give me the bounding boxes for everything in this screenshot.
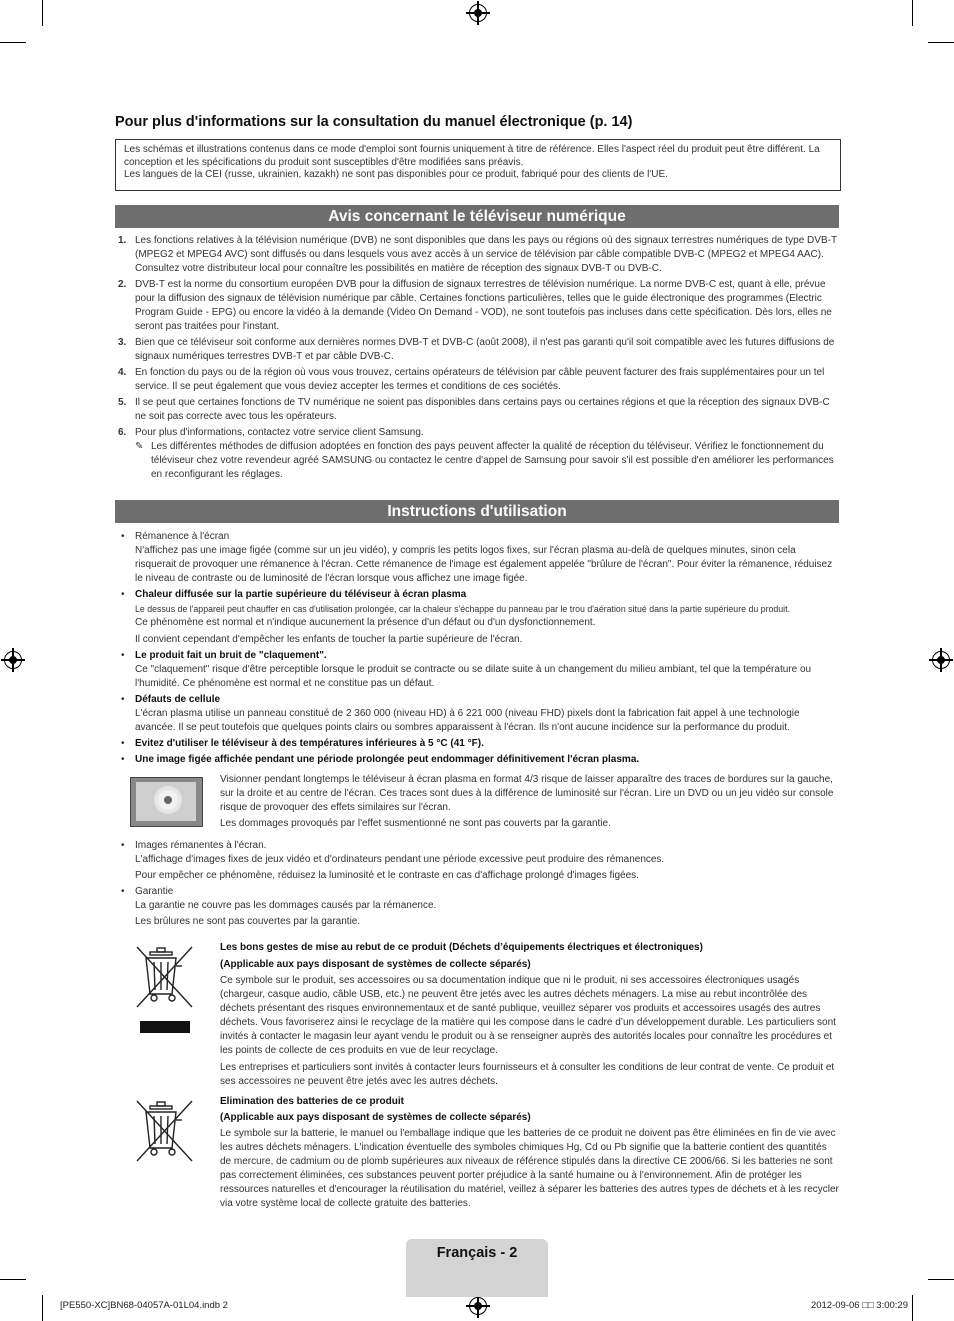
footer-timestamp: 2012-09-06 □□ 3:00:29 [810, 1300, 908, 1311]
crop-mark [42, 1295, 43, 1321]
notice-box [115, 139, 841, 191]
list-item: • Images rémanentes à l'écran. L'affichage d'images fixes de jeux vidéo et d'ordinateurs pendant une période excessive peut produire des rémanences. Pour empêcher ce phénomène, réduisez la luminosité et le contraste en cas d'affichage prolongé d'images figées. [121, 840, 665, 881]
registration-mark-icon [932, 651, 950, 669]
registration-mark-icon [469, 4, 487, 22]
screen-burn-illustration [130, 777, 203, 827]
page-label: Français - 2 [436, 1245, 518, 1261]
crop-mark [0, 42, 26, 43]
page-heading: Pour plus d'informations sur la consultation du manuel électronique (p. 14) [115, 114, 633, 130]
crossed-bin-icon [132, 942, 198, 1034]
list-item: 2. DVB-T est la norme du consortium européen DVB pour la diffusion de signaux terrestres de télévision numérique. La norme DVB-C est, quant à elle, prévue pour la diffusion des signaux de télévision numérique par câble. Certaines fonctions particulières, telles que le guide électronique des programmes (Electric Program Guide - EPG) ou encore la vidéo à la demande (Video On Demand - VOD), ne sont toutefois pas incluses dans cette spécification. Dès lors, elles ne seront pas traitées pour l'instant. [118, 279, 832, 332]
instructions-list [115, 530, 839, 769]
crop-mark [0, 1279, 26, 1280]
section-title-instructions: Instructions d'utilisation [115, 500, 839, 523]
page-number-tab [406, 1239, 548, 1297]
footer-file-info: [PE550-XC]BN68-04057A-01L04.indb 2 [60, 1300, 228, 1311]
registration-mark-icon [4, 651, 22, 669]
list-item: 1. Les fonctions relatives à la télévision numérique (DVB) ne sont disponibles que dans les pays ou régions où des signaux terrestres numériques de type DVB-T (MPEG2 et MPEG4 AVC) sont diffusés ou dans lesquels vous avez accès à un service de télévision par câble compatible DVB-C (MPEG2 et MPEG4 AAC). Consultez votre distributeur local pour connaître les possibilités en matière de réception des signaux DVB-T ou DVB-C. [118, 235, 837, 274]
list-item: 5. Il se peut que certaines fonctions de TV numérique ne soient pas disponibles dans certains pays ou certaines régions et que la réception des signaux DVB-C ne soit pas correcte avec tous les opérateurs. [118, 397, 830, 422]
list-item: • Une image figée affichée pendant une période prolongée peut endommager définitivement l'écran plasma. [121, 754, 640, 765]
crop-mark [912, 0, 913, 26]
list-item: • Le produit fait un bruit de "claquement". Ce "claquement" risque d'être perceptible lorsque le produit se contracte ou se dilate suite à un changement du milieu ambiant, tel que la température ou l'humidité. Ce phénomène est normal et ne constitue pas un défaut. [121, 650, 812, 689]
list-item: 6. Pour plus d'informations, contactez votre service client Samsung. ✎ Les différentes méthodes de diffusion adoptées en fonction des pays peuvent affecter la qualité de réception du téléviseur. Vérifiez le fonctionnement du téléviseur chez votre revendeur agréé SAMSUNG ou contactez le centre d'appel de Samsung pour savoir s'il est possible d'en améliorer les performances en reconfigurant les réglages. [115, 426, 839, 482]
crop-mark [42, 0, 43, 26]
weee-text: Les bons gestes de mise au rebut de ce produit (Déchets d’équipements électriques et électroniques) (Applicable aux pays disposant de systèmes de collecte séparés) Ce symbole sur le produit, ses accessoires ou sa documentation indique que ni le produit, ni ses accessoires électroniques usagés (chargeur, casque audio, câble USB, etc.) ne peuvent être jetés avec les autres déchets ménagers. La mise au rebut incontrôlée des déchets présentant des risques environnementaux et de santé publique, veuillez séparer vos produits et accessoires usagés des autres déchets. Vous favoriserez ainsi le recyclage de la matière qui les compose dans le cadre d’un développement durable. Les particuliers sont invités à contacter le magasin leur ayant vendu le produit ou à se renseigner auprès des autorités locales pour connaître les procédures et les points de collecte de ces produits en vue de leur recyclage. Les entreprises et particuliers sont invités à contacter leurs fournisseurs et à consulter les conditions de leur contrat de vente. Ce produit et ses accessoires ne peuvent être jetés avec les autres déchets. [220, 942, 836, 1087]
crop-mark [928, 1279, 954, 1280]
crossed-battery-bin-icon [132, 1096, 198, 1166]
section-title-digital-tv: Avis concernant le téléviseur numérique [115, 205, 839, 228]
note: ✎ Les différentes méthodes de diffusion adoptées en fonction des pays peuvent affecter la qualité de réception du téléviseur. Vérifiez le fonctionnement du téléviseur chez votre revendeur agréé SAMSUNG ou contactez le centre d'appel de Samsung pour savoir s'il est possible d'en améliorer les performances en reconfigurant les réglages. [135, 441, 834, 480]
notice-text: Les langues de la CEI (russe, ukrainien, kazakh) ne sont pas disponibles pour ce produit, fabriqué pour des clients de l'UE. [124, 169, 668, 180]
list-item: • Défauts de cellule L'écran plasma utilise un panneau constitué de 2 360 000 (niveau HD) à 6 221 000 (niveau FHD) pixels dont la fabrication fait appel à une technologie avancée. Il se peut toutefois que quelques points clairs ou sombres apparaissent à l'écran. Ils n'ont aucune incidence sur la performance du produit. [121, 694, 800, 733]
list-item: 3. Bien que ce téléviseur soit conforme aux dernières normes DVB-T et DVB-C (août 2008), il n'est pas garanti qu'il soit compatible avec les futures diffusions de signaux numériques terrestres DVB-T et par câble DVB-C. [118, 337, 835, 362]
list-item: • Chaleur diffusée sur la partie supérieure du téléviseur à écran plasma Le dessus de l'appareil peut chauffer en cas d'utilisation prolongée, car la chaleur s'échappe du panneau par le trou d'aération situé dans la partie supérieure du produit. Ce phénomène est normal et n'indique aucunement la présence d'un défaut ou d'un dysfonctionnement. Il convient cependant d'empêcher les enfants de toucher la partie supérieure de l'écran. [121, 589, 791, 645]
list-item: • Rémanence à l'écran N'affichez pas une image figée (comme sur un jeu vidéo), y compris les petits logos fixes, sur l'écran plasma au-delà de quelques minutes, sinon cela risquerait de provoquer une rémanence à l'écran. Cette rémanence de l'image est également appelée "brûlure de l'écran". Pour éviter la rémanence, réduisez le niveau de contraste ou de luminosité de l'écran lorsque vous affichez une image figée. [121, 531, 833, 584]
digital-tv-list [115, 234, 839, 484]
crop-mark [928, 42, 954, 43]
list-item: • Garantie La garantie ne couvre pas les dommages causés par la rémanence. Les brûlures ne sont pas couvertes par la garantie. [121, 886, 437, 927]
battery-text: Elimination des batteries de ce produit (Applicable aux pays disposant de systèmes de collecte séparés) Le symbole sur la batterie, le manuel ou l'emballage indique que les batteries de ce produit ne doivent pas être éliminées en fin de vie avec les autres déchets ménagers. L'indication éventuelle des symboles chimiques Hg, Cd ou Pb signifie que la batterie contient des quantités de mercure, de cadmium ou de plomb supérieures aux niveaux de référence stipulés dans la directive CE 2006/66. Si les batteries ne sont pas correctement éliminées, ces substances peuvent porter préjudice à la santé humaine ou à l'environnement. Afin de protéger les ressources naturelles et d'encourager la réutilisation du matériel, veillez à séparer les batteries des autres types de déchets et à les recycler via votre système local de collecte gratuite des batteries. [220, 1096, 839, 1209]
plasma-burn-text: Visionner pendant longtemps le téléviseur à écran plasma en format 4/3 risque de laisser apparaître des traces de bordures sur la gauche, sur la droite et au centre de l'écran. Ces traces sont dues à la différence de luminosité sur l'écran. Lire un DVD ou un jeu vidéo sur console risque de provoquer des effets similaires sur l'écran. Les dommages provoqués par l'effet susmentionné ne sont pas couverts par la garantie. [220, 774, 834, 829]
pencil-note-icon: ✎ [135, 441, 144, 452]
instructions-list-continued [115, 839, 839, 931]
list-item: • Evitez d'utiliser le téléviseur à des températures inférieures à 5 °C (41 °F). [121, 738, 484, 749]
notice-text: Les schémas et illustrations contenus dans ce mode d'emploi sont fournis uniquement à titre de référence. Elles l'aspect réel du produit peut être différent. La conception et les spécifications du produit sont susceptibles d'être modifiées sans préavis. [124, 144, 820, 168]
crop-mark [912, 1295, 913, 1321]
list-item: 4. En fonction du pays ou de la région où vous vous trouvez, certains opérateurs de télévision par câble peuvent facturer des frais supplémentaires pour un tel service. Il se peut également que vous deviez accepter les termes et conditions de ces sociétés. [118, 367, 825, 392]
registration-mark-icon [469, 1297, 487, 1315]
